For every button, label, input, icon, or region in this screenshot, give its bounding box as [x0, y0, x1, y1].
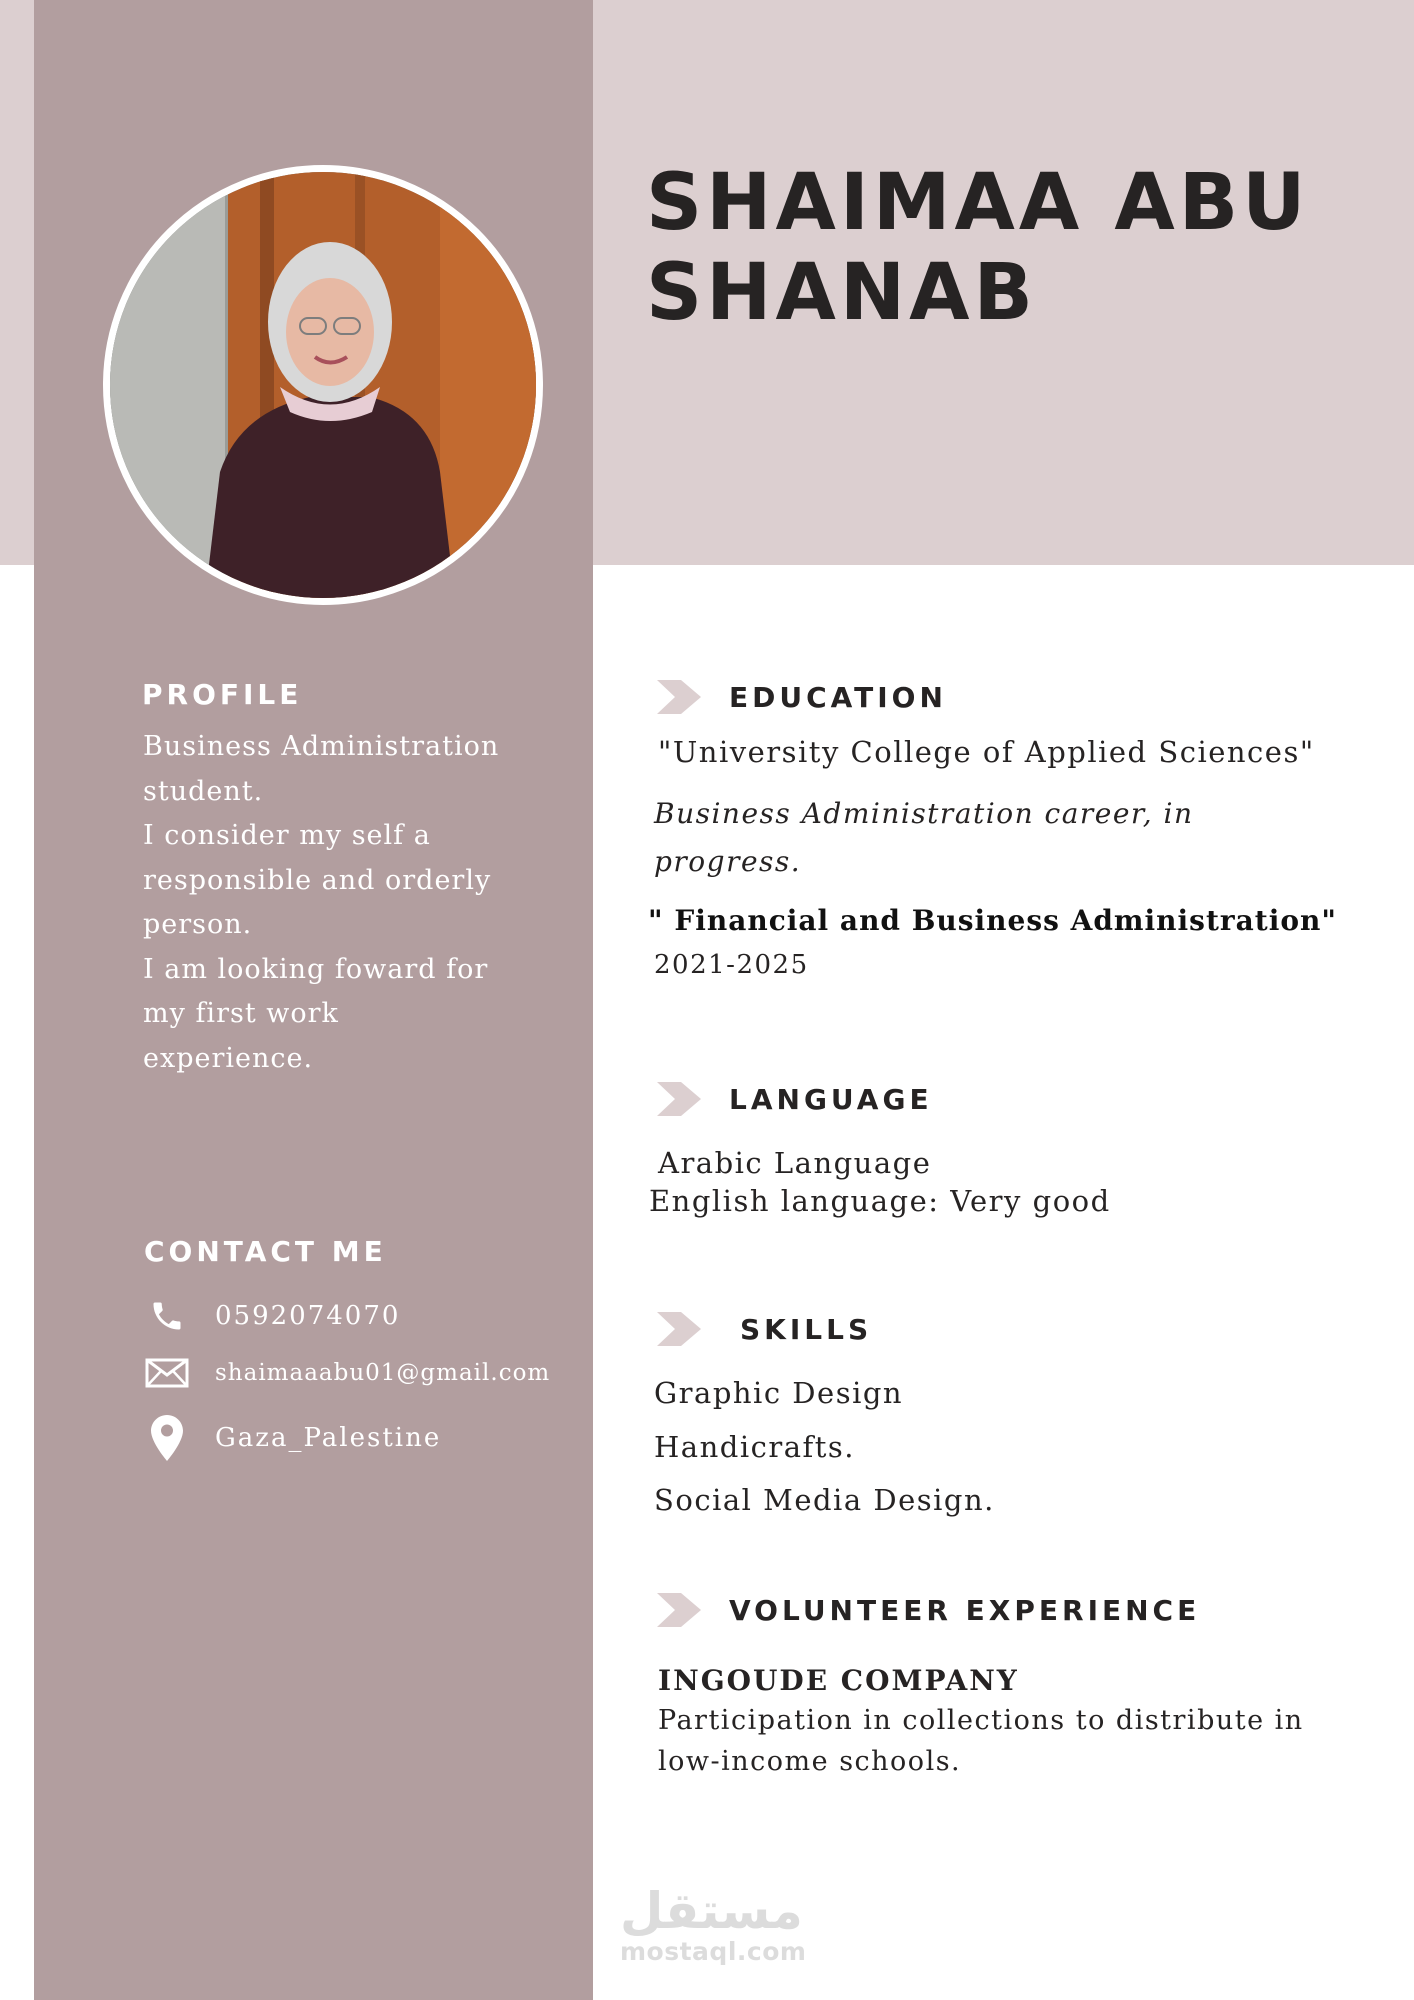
candidate-name [646, 158, 1386, 338]
volunteer-description-line-1: Participation in collections to distribute in [658, 1705, 1304, 1736]
chevron-arrow-icon [655, 1080, 703, 1118]
watermark-arabic: مستقل [620, 1882, 803, 1940]
candidate-name-line-2: SHANAB [646, 248, 1037, 338]
volunteer-company: INGOUDE COMPANY [658, 1664, 1019, 1697]
education-years: 2021-2025 [654, 950, 809, 980]
chevron-arrow-icon [655, 1310, 703, 1348]
candidate-name-line-1: SHAIMAA ABU [646, 158, 1310, 248]
skill-item: Graphic Design [654, 1376, 904, 1410]
language-section-header [655, 1080, 933, 1118]
chevron-arrow-icon [655, 678, 703, 716]
left-accent-strip [0, 0, 34, 565]
mostaql-watermark [620, 1882, 807, 1966]
profile-heading: PROFILE [142, 678, 303, 711]
education-career-line-1: Business Administration career, in [654, 797, 1194, 830]
chevron-arrow-icon [655, 1591, 703, 1629]
contact-email-link[interactable]: shaimaaabu01@gmail.com [215, 1360, 551, 1386]
location-pin-icon [139, 1415, 194, 1461]
phone-icon [139, 1298, 194, 1334]
volunteer-heading: VOLUNTEER EXPERIENCE [729, 1593, 1201, 1627]
skills-heading: SKILLS [740, 1312, 873, 1346]
profile-photo [103, 165, 543, 605]
contact-location [143, 1415, 441, 1461]
contact-heading: CONTACT ME [144, 1235, 387, 1268]
language-heading: LANGUAGE [729, 1082, 933, 1116]
volunteer-description-line-2: low-income schools. [658, 1746, 962, 1777]
mail-icon [139, 1358, 194, 1388]
contact-phone-text: 0592074070 [215, 1301, 401, 1331]
education-career-line-2: progress. [654, 845, 802, 878]
education-heading: EDUCATION [729, 680, 947, 714]
contact-location-text: Gaza_Palestine [215, 1423, 442, 1453]
skill-item: Handicrafts. [654, 1430, 855, 1464]
language-item: Arabic Language [658, 1146, 932, 1180]
volunteer-section-header [655, 1591, 1200, 1629]
profile-text: Business Administration student. I consider my self a responsible and orderly person. I am looking foward for my first work experience. [143, 731, 500, 1074]
skill-item: Social Media Design. [654, 1483, 995, 1517]
education-major: " Financial and Business Administration" [648, 904, 1337, 937]
contact-email [143, 1358, 550, 1388]
contact-phone [143, 1298, 400, 1334]
education-institution: "University College of Applied Sciences" [658, 735, 1315, 769]
profile-photo-image [110, 172, 536, 598]
language-item: English language: Very good [649, 1184, 1111, 1218]
skills-section-header [655, 1310, 872, 1348]
education-section-header [655, 678, 947, 716]
watermark-latin: mostaql.com [620, 1937, 807, 1966]
